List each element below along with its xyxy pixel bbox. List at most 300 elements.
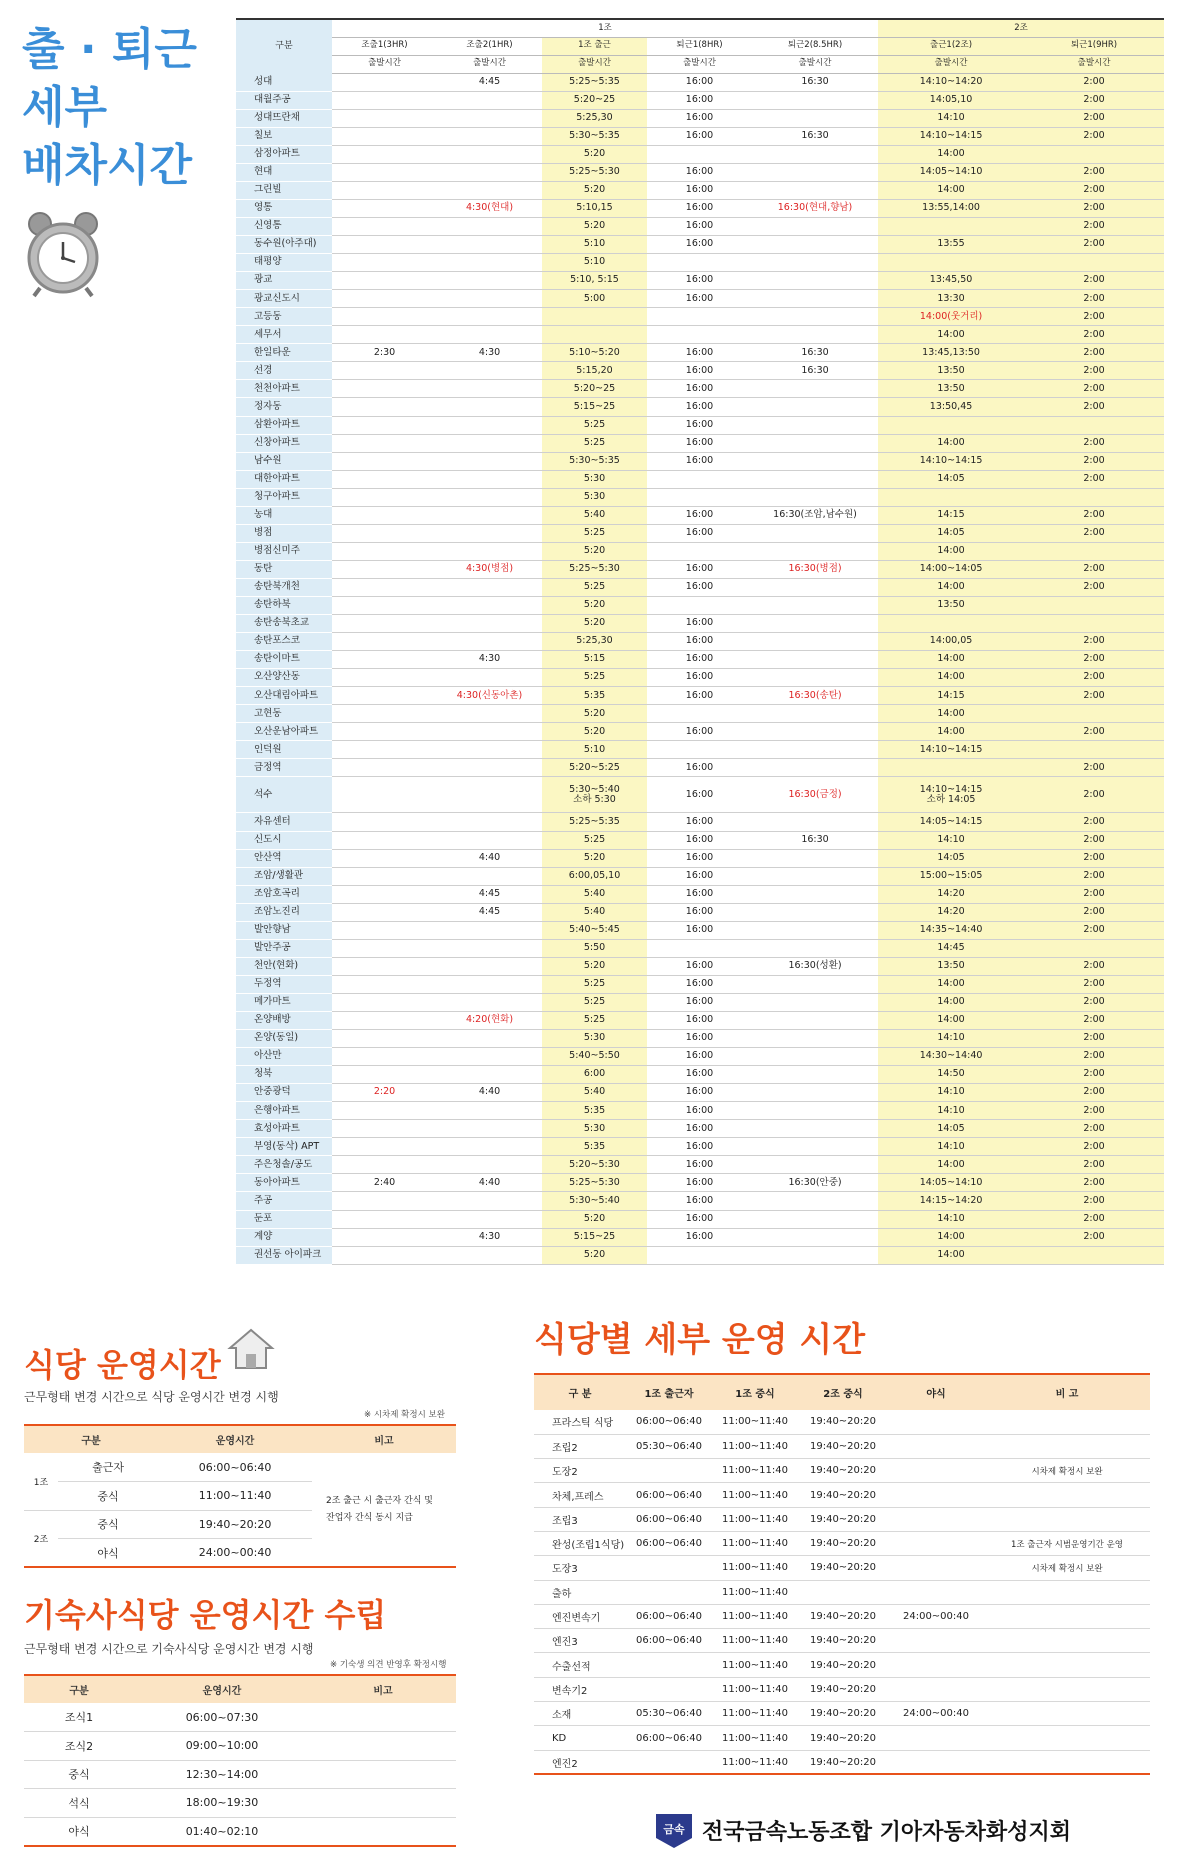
time-cell: 16:00 xyxy=(647,651,752,669)
bus-row xyxy=(236,867,1164,885)
time-cell: 16:30 xyxy=(752,344,878,362)
time-cell xyxy=(752,867,878,885)
col-header: 퇴근1(9HR) xyxy=(1024,37,1164,55)
group-header-2: 2조 xyxy=(878,19,1164,37)
detail-row xyxy=(534,1483,1150,1507)
col-header: 1조 출근 xyxy=(542,37,647,55)
time-cell: 5:20 xyxy=(542,542,647,560)
time-cell xyxy=(752,1066,878,1084)
time-cell xyxy=(647,254,752,272)
time-cell xyxy=(437,1246,542,1264)
time-cell xyxy=(332,416,437,434)
time-cell: 2:00 xyxy=(1024,163,1164,181)
time-cell: 2:00 xyxy=(1024,669,1164,687)
time-cell xyxy=(1024,705,1164,723)
time-cell: 16:00 xyxy=(647,524,752,542)
location-cell: 아산만 xyxy=(236,1048,332,1066)
time-cell: 2:00 xyxy=(1024,1120,1164,1138)
time-cell: 5:20 xyxy=(542,1210,647,1228)
location-cell: 석수 xyxy=(236,777,332,813)
time-cell: 2:00 xyxy=(1024,1156,1164,1174)
time-cell: 16:30(현대,향남) xyxy=(752,199,878,217)
time-cell xyxy=(332,560,437,578)
time-cell xyxy=(1024,254,1164,272)
remark-cell: 1조 출근자 시범운영기간 운영 xyxy=(984,1531,1150,1555)
union-logo xyxy=(652,1808,698,1850)
time-cell: 5:20 xyxy=(542,723,647,741)
time-cell xyxy=(437,290,542,308)
time-cell xyxy=(1024,615,1164,633)
location-cell: 송탄이마트 xyxy=(236,651,332,669)
time-cell xyxy=(1024,939,1164,957)
time-cell: 5:25 xyxy=(542,669,647,687)
bus-row xyxy=(236,434,1164,452)
time-cell: 2:00 xyxy=(1024,91,1164,109)
location-cell: 신창아파트 xyxy=(236,434,332,452)
bus-row xyxy=(236,633,1164,651)
location-cell: 정자동 xyxy=(236,398,332,416)
detail-row xyxy=(534,1410,1150,1434)
bus-row xyxy=(236,326,1164,344)
location-cell: 한일타운 xyxy=(236,344,332,362)
time-cell: 2:00 xyxy=(1024,560,1164,578)
remark-cell xyxy=(984,1580,1150,1604)
time-cell xyxy=(437,416,542,434)
time-cell: 2:00 xyxy=(1024,867,1164,885)
time-cell: 16:00 xyxy=(647,849,752,867)
bus-row xyxy=(236,939,1164,957)
time-cell: 14:05~14:10 xyxy=(878,1174,1024,1192)
time-cell: 5:30 xyxy=(542,488,647,506)
location-cell: 그린빌 xyxy=(236,181,332,199)
col-header: 구분 xyxy=(24,1425,158,1453)
time-cell: 5:25 xyxy=(542,993,647,1011)
time-cell: 14:00,05 xyxy=(878,633,1024,651)
time-cell xyxy=(332,1246,437,1264)
time-cell xyxy=(752,597,878,615)
location-cell: 천천아파트 xyxy=(236,380,332,398)
time-cell xyxy=(332,1192,437,1210)
location-cell: 선경 xyxy=(236,362,332,380)
time-cell xyxy=(878,218,1024,236)
time-cell xyxy=(542,326,647,344)
time-cell: 19:40~20:20 xyxy=(798,1410,888,1434)
time-cell: 16:00 xyxy=(647,723,752,741)
time-cell: 16:00 xyxy=(647,218,752,236)
time-cell xyxy=(437,759,542,777)
time-cell xyxy=(437,91,542,109)
time-cell: 16:30(성환) xyxy=(752,957,878,975)
time-cell: 14:00~14:05 xyxy=(878,560,1024,578)
time-cell: 2:00 xyxy=(1024,470,1164,488)
location-cell: 삼환아파트 xyxy=(236,416,332,434)
bus-row xyxy=(236,741,1164,759)
time-cell: 4:20(현화) xyxy=(437,1011,542,1029)
detail-row xyxy=(534,1507,1150,1531)
time-cell xyxy=(888,1750,984,1774)
time-cell: 5:20 xyxy=(542,705,647,723)
time-cell xyxy=(332,380,437,398)
cafeteria-subtitle: 근무형태 변경 시간으로 식당 운영시간 변경 시행 xyxy=(24,1390,279,1404)
time-cell: 2:00 xyxy=(1024,1138,1164,1156)
time-cell: 16:00 xyxy=(647,975,752,993)
time-cell: 14:10~14:15 xyxy=(878,452,1024,470)
cafeteria-name: KD xyxy=(534,1726,626,1750)
time-cell xyxy=(332,813,437,831)
time-cell: 19:40~20:20 xyxy=(798,1507,888,1531)
group-header-1: 1조 xyxy=(332,19,878,37)
time-cell: 2:00 xyxy=(1024,1048,1164,1066)
time-cell: 16:00 xyxy=(647,434,752,452)
bus-row xyxy=(236,1030,1164,1048)
cafeteria-name: 조립3 xyxy=(534,1507,626,1531)
time-cell xyxy=(332,1030,437,1048)
time-cell xyxy=(332,163,437,181)
time-cell: 16:00 xyxy=(647,560,752,578)
time-cell: 2:20 xyxy=(332,1084,437,1102)
time-cell xyxy=(752,380,878,398)
time-cell: 5:10,15 xyxy=(542,199,647,217)
time-cell xyxy=(878,416,1024,434)
bus-row xyxy=(236,903,1164,921)
time-cell: 19:40~20:20 xyxy=(798,1702,888,1726)
time-cell xyxy=(437,470,542,488)
location-cell: 권선동 아이파크 xyxy=(236,1246,332,1264)
location-cell: 광교신도시 xyxy=(236,290,332,308)
time-cell xyxy=(888,1580,984,1604)
time-cell: 19:40~20:20 xyxy=(798,1434,888,1458)
time-cell xyxy=(437,741,542,759)
time-cell xyxy=(437,867,542,885)
time-cell xyxy=(647,705,752,723)
col-header: 비 고 xyxy=(984,1374,1150,1410)
time-cell xyxy=(332,452,437,470)
time-cell: 16:00 xyxy=(647,181,752,199)
time-cell xyxy=(752,416,878,434)
time-cell xyxy=(647,597,752,615)
time-cell: 11:00~11:40 xyxy=(712,1556,798,1580)
time-cell: 14:45 xyxy=(878,939,1024,957)
time-cell xyxy=(752,1192,878,1210)
location-cell: 동수원(아주대) xyxy=(236,236,332,254)
time-cell: 13:50,45 xyxy=(878,398,1024,416)
time-cell: 2:00 xyxy=(1024,308,1164,326)
time-cell xyxy=(332,578,437,596)
bus-row xyxy=(236,1120,1164,1138)
bus-row xyxy=(236,199,1164,217)
time-cell: 16:00 xyxy=(647,1011,752,1029)
time-cell xyxy=(332,362,437,380)
bus-row xyxy=(236,597,1164,615)
dorm-row xyxy=(24,1732,456,1761)
col-header: 1조 출근자 xyxy=(626,1374,712,1410)
time-cell: 16:00 xyxy=(647,903,752,921)
time-cell xyxy=(332,272,437,290)
time-cell: 2:00 xyxy=(1024,921,1164,939)
time-cell: 14:05 xyxy=(878,849,1024,867)
time-cell: 16:00 xyxy=(647,1138,752,1156)
time-cell: 16:00 xyxy=(647,163,752,181)
location-cell: 대월주공 xyxy=(236,91,332,109)
bus-row xyxy=(236,1084,1164,1102)
time-cell xyxy=(752,849,878,867)
time-cell: 13:55 xyxy=(878,236,1024,254)
col-header: 구 분 xyxy=(534,1374,626,1410)
shift-label: 2조 xyxy=(24,1510,58,1567)
time-cell: 16:00 xyxy=(647,921,752,939)
bus-row xyxy=(236,506,1164,524)
time-cell xyxy=(332,759,437,777)
time-cell: 4:30(병점) xyxy=(437,560,542,578)
time-cell xyxy=(798,1580,888,1604)
time-cell xyxy=(752,651,878,669)
time-cell: 11:00~11:40 xyxy=(712,1580,798,1604)
time-cell xyxy=(332,939,437,957)
time-cell: 13:45,50 xyxy=(878,272,1024,290)
remark-cell xyxy=(984,1434,1150,1458)
detail-row xyxy=(534,1556,1150,1580)
time-cell xyxy=(888,1653,984,1677)
time-cell: 5:40 xyxy=(542,506,647,524)
time-cell xyxy=(647,1246,752,1264)
location-cell: 삼정아파트 xyxy=(236,145,332,163)
time-cell: 2:00 xyxy=(1024,975,1164,993)
time-cell: 2:00 xyxy=(1024,578,1164,596)
time-cell: 19:40~20:20 xyxy=(798,1531,888,1555)
time-cell: 16:00 xyxy=(647,73,752,91)
meal-label: 중식 xyxy=(58,1510,158,1539)
time-cell xyxy=(437,1048,542,1066)
time-cell: 2:00 xyxy=(1024,398,1164,416)
meal-label: 야식 xyxy=(24,1817,134,1846)
time-cell xyxy=(332,470,437,488)
col-header: 비고 xyxy=(312,1425,456,1453)
time-cell xyxy=(332,91,437,109)
time-cell: 11:00~11:40 xyxy=(712,1434,798,1458)
time-cell xyxy=(332,506,437,524)
meal-time: 18:00~19:30 xyxy=(134,1789,310,1818)
time-cell: 16:00 xyxy=(647,1174,752,1192)
time-cell: 24:00~00:40 xyxy=(888,1604,984,1628)
time-cell xyxy=(878,488,1024,506)
time-cell xyxy=(437,921,542,939)
time-cell: 2:00 xyxy=(1024,1174,1164,1192)
time-cell: 5:30 xyxy=(542,1030,647,1048)
house-icon xyxy=(226,1326,276,1372)
time-cell xyxy=(437,1192,542,1210)
dorm-subtitle: 근무형태 변경 시간으로 기숙사식당 운영시간 변경 시행 xyxy=(24,1642,314,1656)
time-cell: 5:20~5:25 xyxy=(542,759,647,777)
location-cell: 송탄송북초교 xyxy=(236,615,332,633)
time-cell: 13:50 xyxy=(878,362,1024,380)
time-cell xyxy=(332,1156,437,1174)
time-cell: 14:20 xyxy=(878,903,1024,921)
time-cell: 14:05 xyxy=(878,470,1024,488)
time-cell: 5:20~5:30 xyxy=(542,1156,647,1174)
time-cell: 06:00~06:40 xyxy=(626,1483,712,1507)
time-cell: 5:20 xyxy=(542,145,647,163)
time-cell: 5:25 xyxy=(542,524,647,542)
location-cell: 오산대림아파트 xyxy=(236,687,332,705)
time-cell xyxy=(332,777,437,813)
meal-label: 조식1 xyxy=(24,1703,134,1732)
time-cell: 14:05~14:10 xyxy=(878,163,1024,181)
time-cell: 16:00 xyxy=(647,1228,752,1246)
time-cell: 2:00 xyxy=(1024,1210,1164,1228)
time-cell: 5:35 xyxy=(542,1102,647,1120)
location-cell: 고등동 xyxy=(236,308,332,326)
time-cell: 5:00 xyxy=(542,290,647,308)
time-cell: 5:30 xyxy=(542,1120,647,1138)
time-cell: 13:50 xyxy=(878,380,1024,398)
time-cell: 5:20 xyxy=(542,181,647,199)
time-cell: 2:00 xyxy=(1024,957,1164,975)
time-cell: 16:00 xyxy=(647,506,752,524)
bus-row xyxy=(236,578,1164,596)
time-cell xyxy=(1024,488,1164,506)
time-cell xyxy=(332,921,437,939)
time-cell xyxy=(437,993,542,1011)
time-cell: 14:05~14:15 xyxy=(878,813,1024,831)
time-cell: 5:25~5:35 xyxy=(542,813,647,831)
time-cell xyxy=(332,1102,437,1120)
time-cell: 19:40~20:20 xyxy=(798,1556,888,1580)
bus-row xyxy=(236,687,1164,705)
time-cell xyxy=(647,308,752,326)
bus-row xyxy=(236,705,1164,723)
time-cell: 11:00~11:40 xyxy=(712,1677,798,1701)
bus-row xyxy=(236,1174,1164,1192)
remark-cell xyxy=(984,1750,1150,1774)
time-cell: 14:10 xyxy=(878,109,1024,127)
time-cell xyxy=(332,615,437,633)
time-cell: 16:00 xyxy=(647,91,752,109)
time-cell: 11:00~11:40 xyxy=(712,1726,798,1750)
cafeteria-name: 소재 xyxy=(534,1702,626,1726)
col-subheader: 출발시간 xyxy=(332,55,437,73)
dorm-row xyxy=(24,1789,456,1818)
location-cell: 발안주공 xyxy=(236,939,332,957)
time-cell: 16:00 xyxy=(647,1192,752,1210)
time-cell: 2:00 xyxy=(1024,1066,1164,1084)
bus-row xyxy=(236,254,1164,272)
time-cell xyxy=(888,1410,984,1434)
location-cell: 안산역 xyxy=(236,849,332,867)
location-cell: 현대 xyxy=(236,163,332,181)
dorm-row xyxy=(24,1760,456,1789)
time-cell: 16:00 xyxy=(647,993,752,1011)
time-cell: 16:00 xyxy=(647,867,752,885)
time-cell: 14:10 xyxy=(878,1210,1024,1228)
time-cell: 4:45 xyxy=(437,903,542,921)
time-cell: 2:00 xyxy=(1024,524,1164,542)
time-cell xyxy=(437,326,542,344)
bus-row xyxy=(236,831,1164,849)
remark-cell: 시차제 확정시 보완 xyxy=(984,1556,1150,1580)
time-cell xyxy=(752,326,878,344)
meal-label: 석식 xyxy=(24,1789,134,1818)
detail-row xyxy=(534,1531,1150,1555)
col-header: 운영시간 xyxy=(134,1675,310,1703)
organization-name: 전국금속노동조합 기아자동차화성지회 xyxy=(702,1820,1071,1845)
time-cell: 16:00 xyxy=(647,109,752,127)
time-cell xyxy=(437,1120,542,1138)
time-cell xyxy=(437,1210,542,1228)
location-cell: 농대 xyxy=(236,506,332,524)
location-cell: 자유센터 xyxy=(236,813,332,831)
time-cell xyxy=(752,91,878,109)
time-cell xyxy=(332,524,437,542)
bus-row xyxy=(236,272,1164,290)
time-cell: 16:00 xyxy=(647,1120,752,1138)
time-cell: 11:00~11:40 xyxy=(712,1507,798,1531)
time-cell: 11:00~11:40 xyxy=(712,1410,798,1434)
time-cell xyxy=(332,633,437,651)
time-cell: 2:00 xyxy=(1024,127,1164,145)
time-cell xyxy=(437,777,542,813)
time-cell xyxy=(752,1210,878,1228)
time-cell: 06:00~06:40 xyxy=(626,1726,712,1750)
time-cell xyxy=(332,957,437,975)
time-cell: 2:00 xyxy=(1024,380,1164,398)
time-cell: 5:40~5:50 xyxy=(542,1048,647,1066)
time-cell: 14:10~14:20 xyxy=(878,73,1024,91)
time-cell: 14:10 xyxy=(878,1030,1024,1048)
time-cell: 06:00~06:40 xyxy=(626,1531,712,1555)
time-cell xyxy=(626,1556,712,1580)
time-cell: 4:30 xyxy=(437,344,542,362)
time-cell: 14:00 xyxy=(878,434,1024,452)
time-cell: 16:00 xyxy=(647,272,752,290)
time-cell: 16:00 xyxy=(647,199,752,217)
time-cell: 14:10 xyxy=(878,1102,1024,1120)
bus-row xyxy=(236,236,1164,254)
time-cell: 4:30(현대) xyxy=(437,199,542,217)
time-cell: 5:25~5:30 xyxy=(542,560,647,578)
col-subheader: 출발시간 xyxy=(437,55,542,73)
time-cell xyxy=(332,651,437,669)
time-cell xyxy=(437,1030,542,1048)
time-cell: 14:10 xyxy=(878,1084,1024,1102)
time-cell: 6:00,05,10 xyxy=(542,867,647,885)
time-cell: 11:00~11:40 xyxy=(712,1459,798,1483)
location-cell: 주공 xyxy=(236,1192,332,1210)
time-cell: 2:00 xyxy=(1024,759,1164,777)
time-cell xyxy=(752,308,878,326)
time-cell xyxy=(752,1138,878,1156)
time-cell xyxy=(437,1066,542,1084)
remark-cell xyxy=(984,1604,1150,1628)
dorm-section-title: 기숙사식당 운영시간 수립 xyxy=(24,1596,387,1634)
remark-cell xyxy=(310,1732,456,1761)
time-cell: 16:00 xyxy=(647,633,752,651)
bus-row xyxy=(236,362,1164,380)
time-cell xyxy=(752,975,878,993)
time-cell: 5:30~5:35 xyxy=(542,452,647,470)
time-cell xyxy=(888,1459,984,1483)
time-cell: 4:30 xyxy=(437,1228,542,1246)
col-subheader: 출발시간 xyxy=(647,55,752,73)
col-subheader: 출발시간 xyxy=(752,55,878,73)
time-cell: 14:05 xyxy=(878,1120,1024,1138)
time-cell xyxy=(332,109,437,127)
svg-text:금속: 금속 xyxy=(663,1823,685,1836)
bus-row xyxy=(236,975,1164,993)
time-cell: 11:00~11:40 xyxy=(712,1483,798,1507)
time-cell xyxy=(332,181,437,199)
location-cell: 메가마트 xyxy=(236,993,332,1011)
time-cell xyxy=(752,993,878,1011)
